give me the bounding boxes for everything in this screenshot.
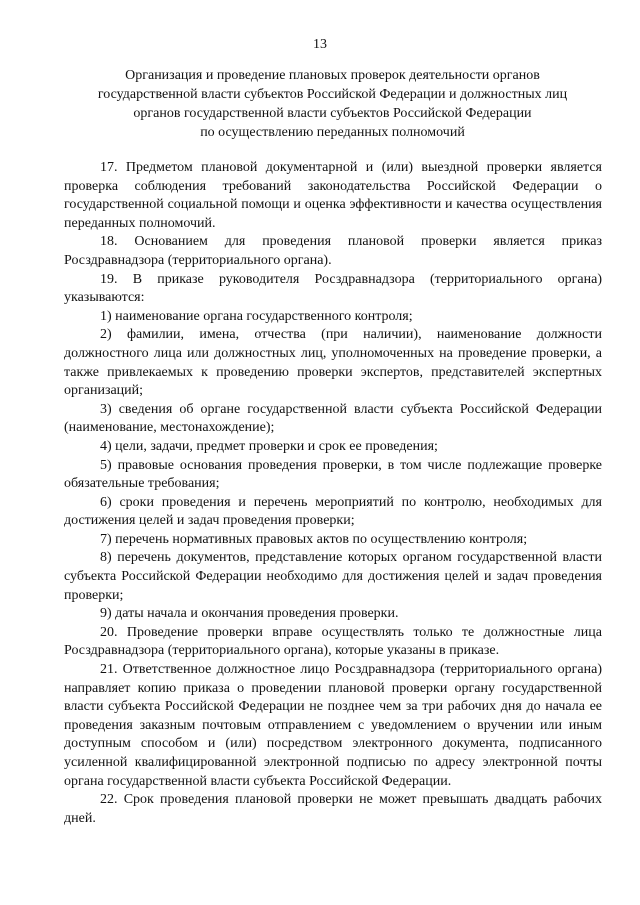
paragraph-19: 19. В приказе руководителя Росздравнадзора (территориального органа) указываются: [64, 271, 602, 306]
paragraph-18: 18. Основанием для проведения плановой проверки является приказ Росздравнадзора (территориального органа). [64, 234, 602, 268]
list-item-6: 6) сроки проведения и перечень мероприятий по контролю, необходимых для достижения целей и задач проведения проверки; [64, 494, 602, 529]
heading-line-2: государственной власти субъектов Российской Федерации и должностных лиц [97, 87, 568, 102]
heading-line-1: Организация и проведение плановых проверок деятельности органов [125, 68, 540, 83]
list-item-7: 7) перечень нормативных правовых актов по осуществлению контроля; [100, 531, 528, 547]
list-item-8: 8) перечень документов, представление которых органом государственной власти субъекта Российской Федерации необходимо для достижения целей и задач проведения проверки; [64, 550, 602, 603]
section-heading [70, 66, 595, 142]
list-item-5: 5) правовые основания проведения проверки, в том числе подлежащие проверке обязательные требования; [64, 457, 602, 492]
paragraph-17: 17. Предметом плановой документарной и (или) выездной проверки является проверка соблюдения требований законодательства Российской Федерации о государственной социальной помощи и оценка эффективности и качества осуществления переданных полномочий. [64, 160, 602, 231]
list-item-9: 9) даты начала и окончания проведения проверки. [100, 606, 399, 622]
list-item-4: 4) цели, задачи, предмет проверки и срок ее проведения; [100, 438, 438, 454]
list-item-3: 3) сведения об органе государственной власти субъекта Российской Федерации (наименование, местонахождение); [64, 401, 602, 436]
list-item-2: 2) фамилии, имена, отчества (при наличии), наименование должности должностного лица или должностных лиц, уполномоченных на проведение проверки, а также привлекаемых к проведению проверки экспертов, представителей экспертных организаций; [64, 327, 602, 399]
heading-line-4: по осуществлению переданных полномочий [200, 125, 465, 140]
paragraph-20: 20. Проведение проверки вправе осуществлять только те должностные лица Росздравнадзора (территориального органа), которые указаны в приказе. [64, 624, 602, 659]
document-body [64, 159, 602, 828]
heading-line-3: органов государственной власти субъектов Российской Федерации [133, 106, 532, 121]
paragraph-22: 22. Срок проведения плановой проверки не может превышать двадцать рабочих дней. [64, 792, 602, 826]
list-item-1: 1) наименование органа государственного контроля; [100, 308, 413, 324]
paragraph-21: 21. Ответственное должностное лицо Росздравнадзора (территориального органа) направляет копию приказа о проведении плановой проверки органу государственной власти субъекта Российской Федерации не позднее чем за три рабочих дня до начала ее проведения заказным почтовым отправлением с уведомлением о вручении или иным доступным способом и (или) посредством электронного документа, подписанного усиленной квалифицированной электронной подписью по адресу электронной почты органа государственной власти субъекта Российской Федерации. [64, 662, 602, 789]
page-number: 13 [313, 37, 327, 52]
